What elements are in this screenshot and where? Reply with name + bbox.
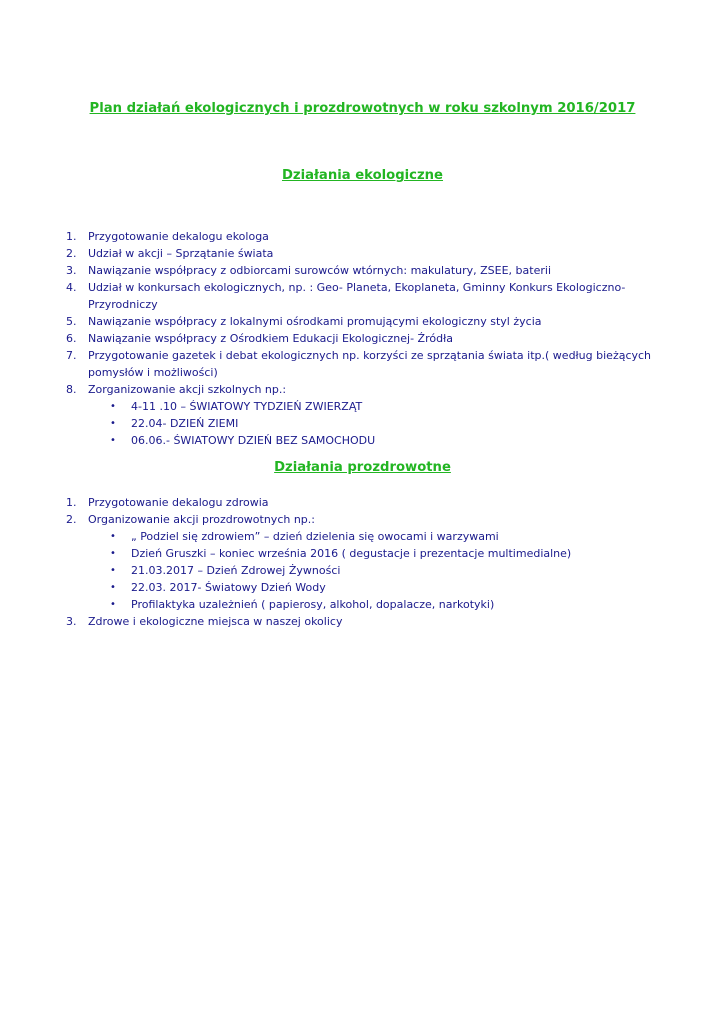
sub-item-text: 21.03.2017 – Dzień Zdrowej Żywności bbox=[131, 564, 341, 577]
item-number: 1. bbox=[66, 496, 77, 509]
list-item bbox=[0, 245, 725, 262]
eco-section-heading: Działania ekologiczne bbox=[281, 168, 444, 183]
item-text: Przygotowanie dekalogu zdrowia bbox=[88, 496, 269, 509]
sub-item-text: „ Podziel się zdrowiem” – dzień dzielenia się owocami i warzywami bbox=[131, 530, 499, 543]
item-text: Organizowanie akcji prozdrowotnych np.: bbox=[88, 513, 315, 526]
item-number: 7. bbox=[66, 349, 77, 362]
item-text: Nawiązanie współpracy z Ośrodkiem Edukacji Ekologicznej- Źródła bbox=[88, 332, 453, 345]
sub-item-text: Profilaktyka uzależnień ( papierosy, alkohol, dopalacze, narkotyki) bbox=[131, 598, 495, 611]
sub-item-text: 4-11 .10 – ŚWIATOWY TYDZIEŃ ZWIERZĄT bbox=[131, 400, 363, 413]
sub-list-item bbox=[0, 596, 725, 613]
sub-list-item bbox=[0, 415, 725, 432]
item-number: 8. bbox=[66, 383, 77, 396]
item-number: 6. bbox=[66, 332, 77, 345]
list-item bbox=[0, 228, 725, 245]
item-text: Nawiązanie współpracy z lokalnymi ośrodkami promującymi ekologiczny styl życia bbox=[88, 315, 542, 328]
item-number: 1. bbox=[66, 230, 77, 243]
item-text: Nawiązanie współpracy z odbiorcami surowców wtórnych: makulatury, ZSEE, baterii bbox=[88, 264, 551, 277]
item-number: 3. bbox=[66, 615, 77, 628]
bullet-icon: • bbox=[110, 435, 116, 446]
list-item bbox=[0, 279, 725, 313]
item-text: Zorganizowanie akcji szkolnych np.: bbox=[88, 383, 287, 396]
item-number: 2. bbox=[66, 247, 77, 260]
list-item bbox=[0, 262, 725, 279]
bullet-icon: • bbox=[110, 599, 116, 610]
sub-list-item bbox=[0, 579, 725, 596]
item-text: Zdrowe i ekologiczne miejsca w naszej okolicy bbox=[88, 615, 343, 628]
item-number: 3. bbox=[66, 264, 77, 277]
bullet-icon: • bbox=[110, 401, 116, 412]
sub-list-item bbox=[0, 528, 725, 545]
sub-item-text: 22.04- DZIEŃ ZIEMI bbox=[131, 417, 239, 430]
list-item bbox=[0, 381, 725, 449]
list-item bbox=[0, 313, 725, 330]
list-item bbox=[0, 330, 725, 347]
sub-list-item bbox=[0, 562, 725, 579]
bullet-icon: • bbox=[110, 565, 116, 576]
sub-item-text: 22.03. 2017- Światowy Dzień Wody bbox=[131, 581, 326, 594]
item-text: Udział w konkursach ekologicznych, np. : Geo- Planeta, Ekoplaneta, Gminny Konkurs Ekologiczno-Przyrodniczy bbox=[88, 281, 626, 311]
bullet-icon: • bbox=[110, 418, 116, 429]
bullet-icon: • bbox=[110, 531, 116, 542]
item-text: Przygotowanie gazetek i debat ekologicznych np. korzyści ze sprzątania świata itp.( według bieżących pomysłów i możliwości) bbox=[88, 349, 652, 379]
health-section-heading: Działania prozdrowotne bbox=[274, 460, 451, 475]
sub-item-text: Dzień Gruszki – koniec września 2016 ( degustacje i prezentacje multimedialne) bbox=[131, 547, 572, 560]
list-item bbox=[0, 511, 725, 613]
item-number: 2. bbox=[66, 513, 77, 526]
sub-list-item bbox=[0, 432, 725, 449]
eco-action-list bbox=[0, 228, 725, 449]
sub-list bbox=[0, 528, 725, 613]
item-number: 5. bbox=[66, 315, 77, 328]
list-item bbox=[0, 613, 725, 630]
sub-list-item bbox=[0, 545, 725, 562]
item-text: Przygotowanie dekalogu ekologa bbox=[88, 230, 269, 243]
item-number: 4. bbox=[66, 281, 77, 294]
list-item bbox=[0, 347, 725, 381]
health-action-list bbox=[0, 494, 725, 630]
sub-list bbox=[0, 398, 725, 449]
sub-list-item bbox=[0, 398, 725, 415]
item-text: Udział w akcji – Sprzątanie świata bbox=[88, 247, 274, 260]
list-item bbox=[0, 494, 725, 511]
bullet-icon: • bbox=[110, 582, 116, 593]
sub-item-text: 06.06.- ŚWIATOWY DZIEŃ BEZ SAMOCHODU bbox=[131, 434, 376, 447]
document-title: Plan działań ekologicznych i prozdrowotnych w roku szkolnym 2016/2017 bbox=[89, 101, 636, 116]
bullet-icon: • bbox=[110, 548, 116, 559]
